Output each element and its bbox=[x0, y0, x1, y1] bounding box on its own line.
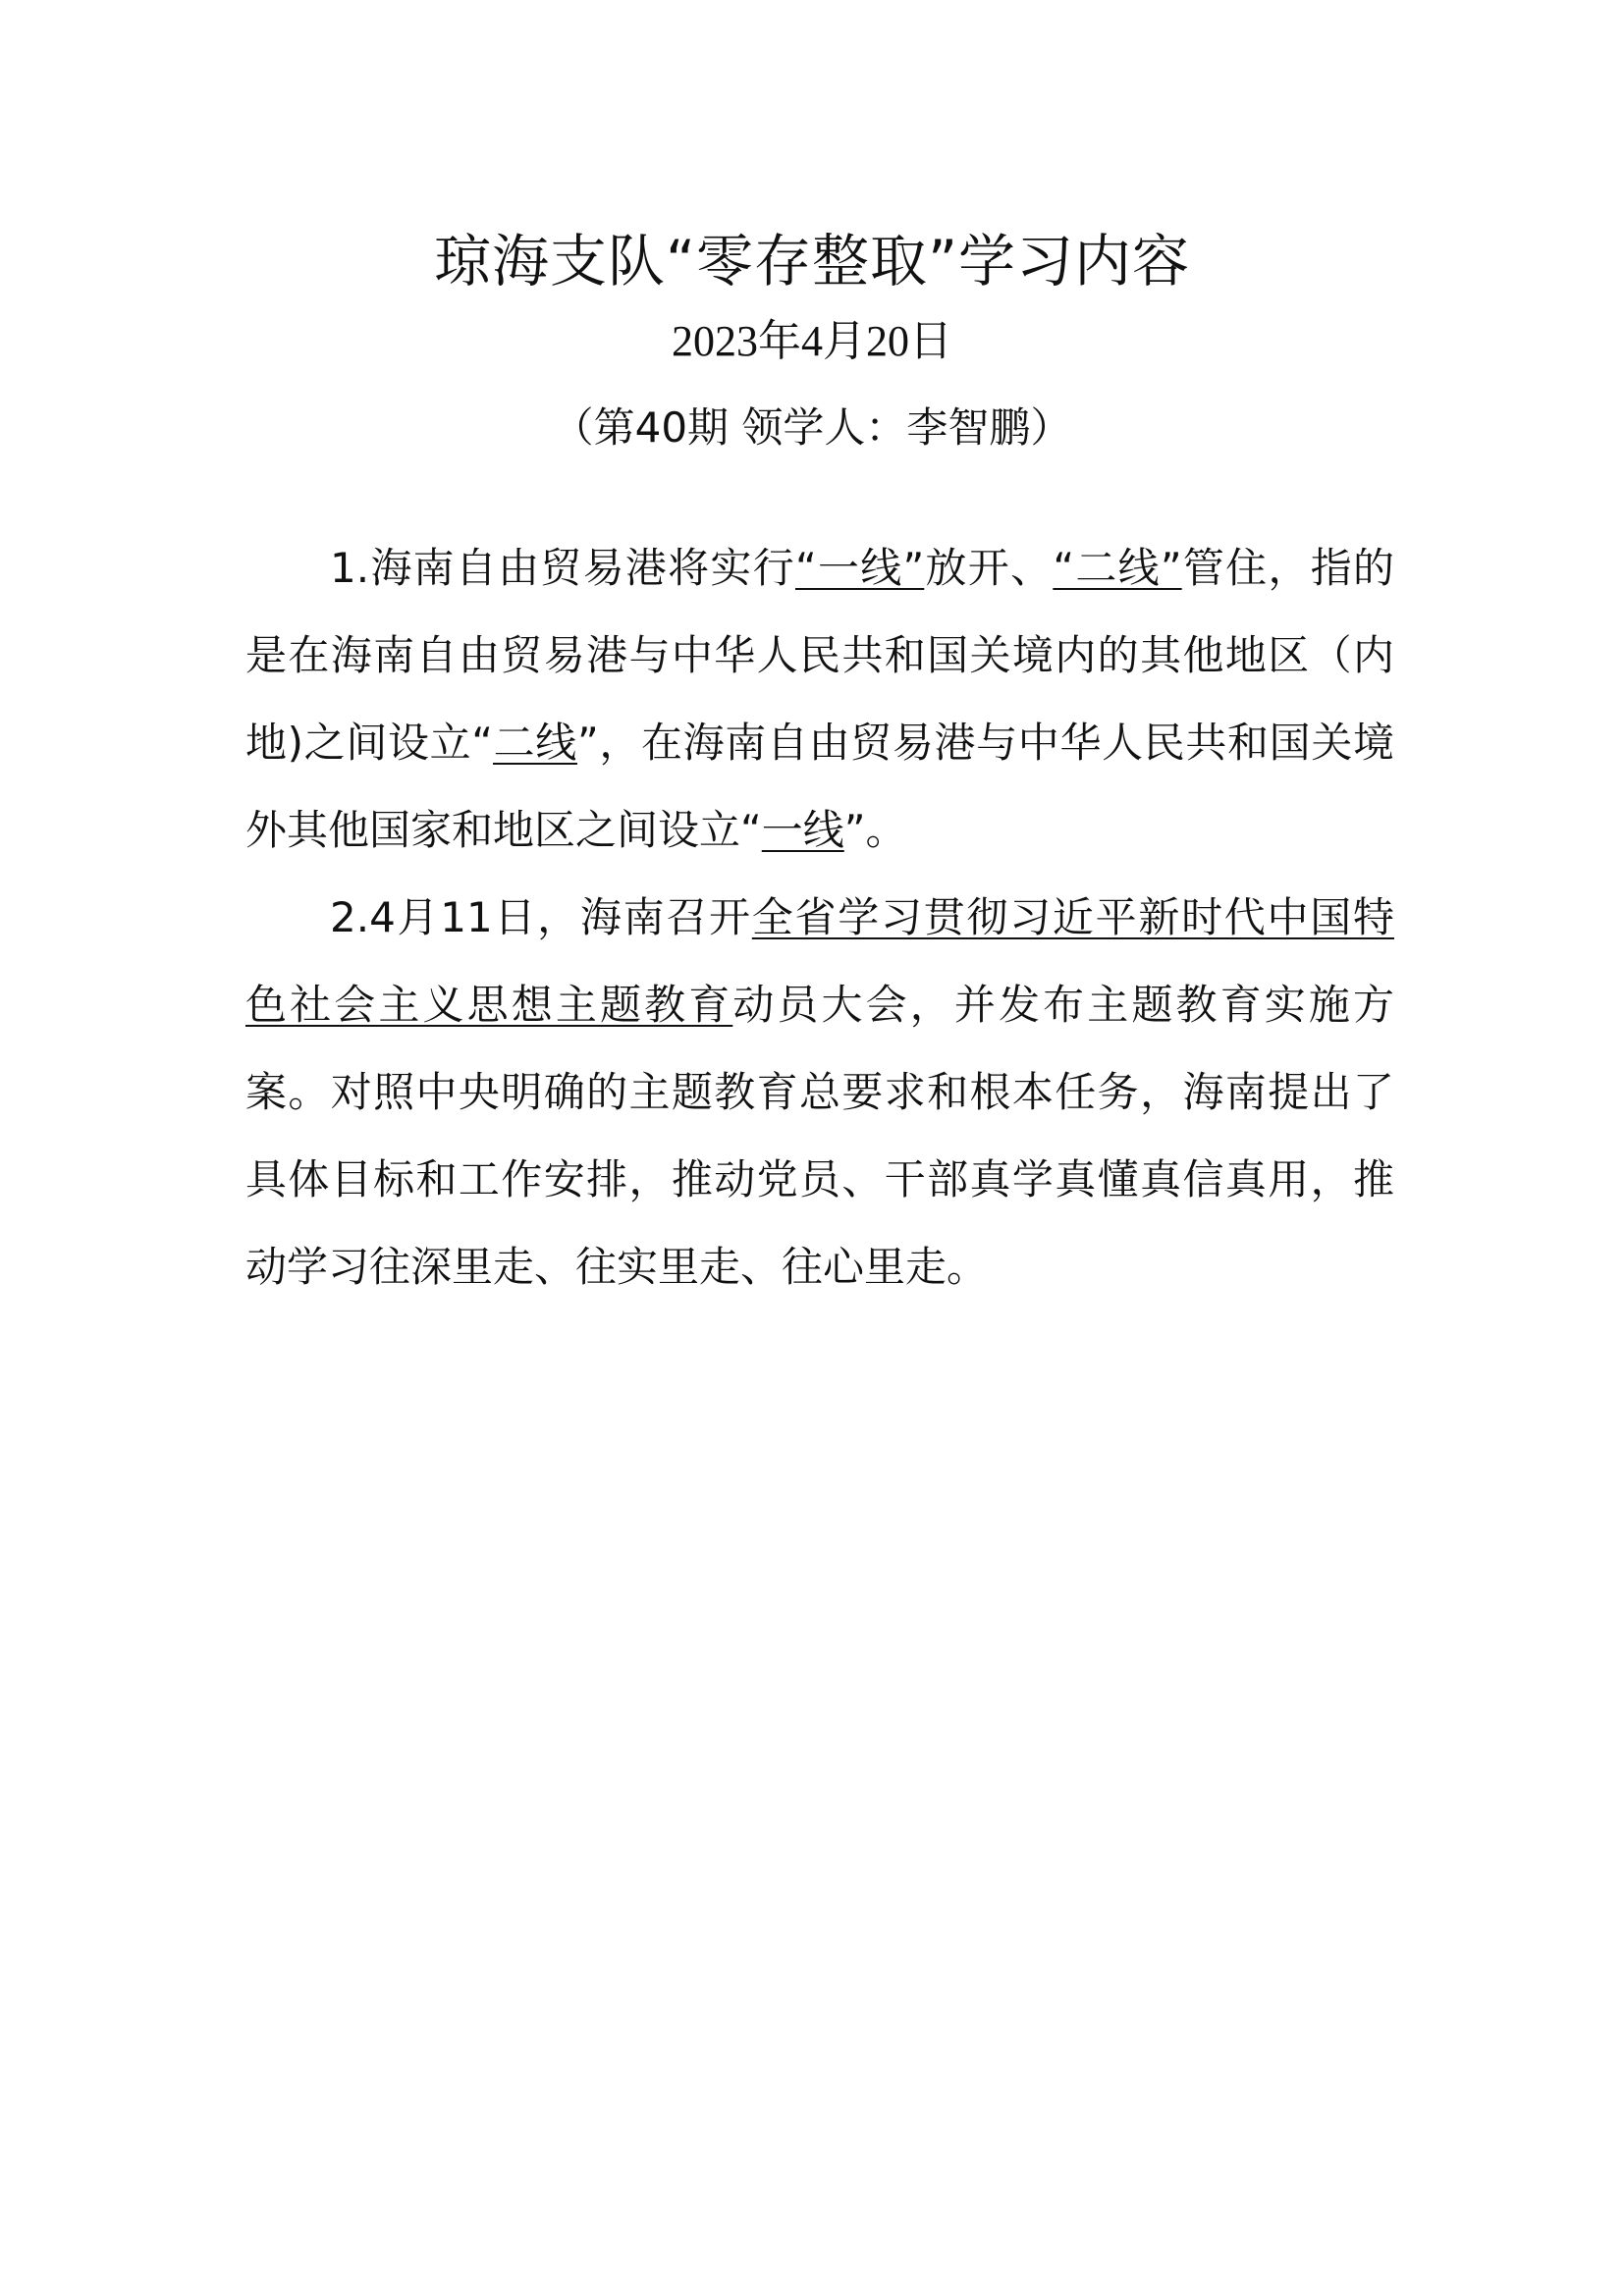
text-segment: 动员大会，并发布主题教育实施方案。对照中央明确的主题教育总要求和根本任务，海南提出了具体目标和工作安排，推动党员、干部真学真懂真信真用，推动学习往深里走、往实里走、往心里走。 bbox=[245, 981, 1394, 1291]
document-body bbox=[245, 524, 1394, 1310]
paragraph-1 bbox=[245, 524, 1394, 874]
document-title: 琼海支队“零存整取”学习内容 bbox=[433, 228, 1191, 294]
underlined-term: 二线 bbox=[493, 719, 577, 767]
underlined-term: “二线” bbox=[1053, 544, 1182, 592]
text-segment: ”，在海南自由贸易港与中华人民共和国关境外其他国家和地区之间设立“ bbox=[245, 719, 1394, 854]
text-segment: ”。 bbox=[843, 806, 907, 854]
text-segment: 2.4月11日，海南召开 bbox=[330, 893, 752, 941]
issue-and-leader-line: （第40期 领学人：李智鹏） bbox=[552, 403, 1072, 452]
text-segment: 1.海南自由贸易港将实行 bbox=[330, 544, 795, 592]
underlined-term: 一线 bbox=[761, 806, 844, 854]
paragraph-2 bbox=[245, 874, 1394, 1310]
text-segment: 放开、 bbox=[924, 544, 1054, 592]
underlined-term: 全省学习贯彻习近平新时代中国特色社会主义思想主题教育 bbox=[245, 893, 1394, 1029]
text-segment: 管住，指的是在海南自由贸易港与中华人民共和国关境内的其他地区（内地)之间设立“ bbox=[245, 544, 1394, 767]
document-date: 2023年4月20日 bbox=[672, 317, 952, 365]
underlined-term: “一线” bbox=[794, 544, 925, 592]
